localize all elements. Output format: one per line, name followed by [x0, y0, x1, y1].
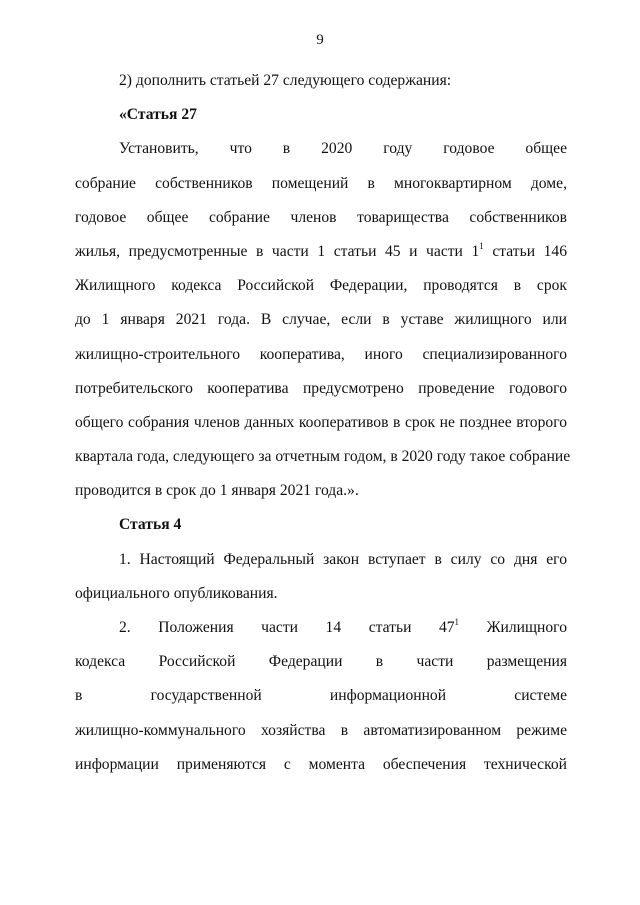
article-4-p2-line: информации применяются с момента обеспечения технической	[75, 755, 567, 773]
article-27-line: Жилищного кодекса Российской Федерации, проводятся в срок	[75, 277, 567, 295]
article-27-line: жилищно-строительного кооператива, иного специализированного	[75, 345, 567, 363]
intro-paragraph: 2) дополнить статьей 27 следующего содержания:	[119, 72, 452, 89]
article-27-line: годовое общее собрание членов товарищества собственников	[75, 208, 567, 226]
article-27-last-line: проводится в срок до 1 января 2021 года.».	[75, 482, 359, 500]
article-4-p2-line: жилищно-коммунального хозяйства в автоматизированном режиме	[75, 721, 567, 739]
article-4-p2-line-with-superscript	[75, 611, 567, 645]
article-27-heading: «Статья 27	[119, 106, 197, 124]
page-number: 9	[316, 32, 324, 48]
superscript: 1	[479, 240, 484, 251]
article-4-p2-line: кодекса Российской Федерации в части размещения	[75, 653, 567, 671]
article-4-p2-line: в государственной информационной системе	[75, 687, 567, 705]
line-text: жилья, предусмотренные в части 1 статьи 45 и части 1	[75, 242, 480, 260]
article-4-p1-line: официального опубликования.	[75, 584, 278, 602]
article-27-line: Установить, что в 2020 году годовое общее	[119, 140, 567, 158]
article-27-line: собрание собственников помещений в многоквартирном доме,	[75, 174, 567, 192]
line-tail: Жилищного	[459, 619, 567, 636]
superscript: 1	[454, 617, 460, 627]
article-27-line: общего собрания членов данных кооперативов в срок не позднее второго	[75, 413, 567, 431]
article-27-line: потребительского кооператива предусмотрено проведение годового	[75, 379, 567, 397]
article-27-line: до 1 января 2021 года. В случае, если в уставе жилищного или	[75, 311, 567, 329]
line-tail: статьи 146	[483, 242, 568, 260]
line-text: 2. Положения части 14 статьи 47	[119, 619, 455, 636]
document-body	[75, 64, 571, 782]
article-4-heading: Статья 4	[119, 516, 182, 534]
article-27-line: квартала года, следующего за отчетным годом, в 2020 году такое собрание	[75, 448, 571, 466]
article-4-p1-line: 1. Настоящий Федеральный закон вступает в силу со дня его	[119, 550, 567, 568]
article-27-line-with-superscript	[75, 235, 567, 269]
